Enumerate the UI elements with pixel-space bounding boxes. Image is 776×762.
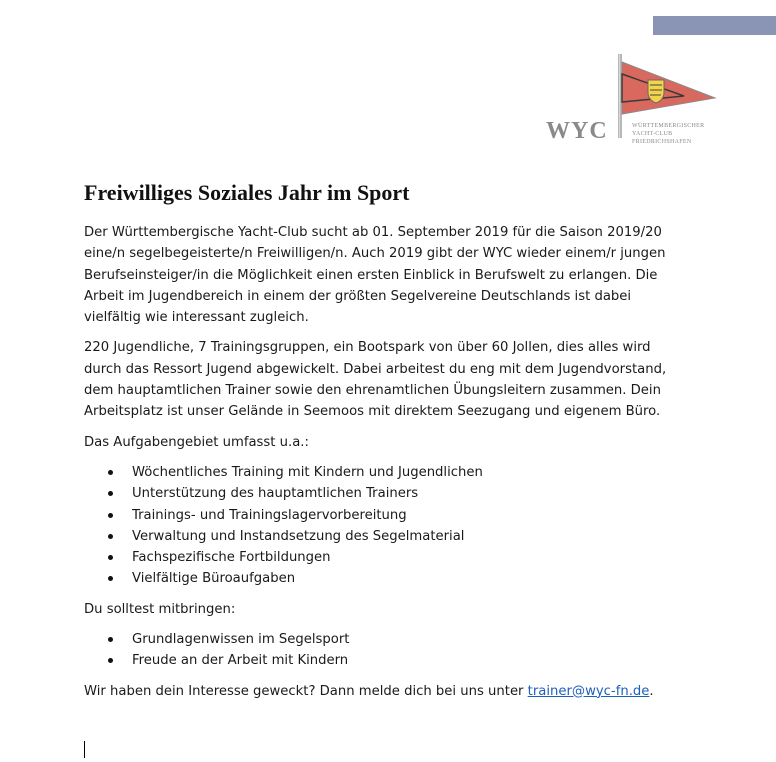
details-paragraph: 220 Jugendliche, 7 Trainingsgruppen, ein Bootspark von über 60 Jollen, dies alles wird durch das Ressort Jugend abgewickelt. Dabei arbeitest du eng mit dem Jugendvorstand, dem hauptamtlichen Trainer sowie den ehrenamtlichen Übungsleitern zusammen. Dein Arbeitsplatz ist unser Gelände in Seemoos mit direktem Seezugang und eigenem Büro.: [84, 340, 667, 420]
tasks-intro: Das Aufgabengebiet umfasst u.a.:: [84, 434, 309, 450]
document-body: [84, 222, 684, 711]
requirements-intro: Du solltest mitbringen:: [84, 601, 236, 617]
list-item: Freude an der Arbeit mit Kindern: [84, 650, 684, 671]
text-cursor: [84, 741, 85, 758]
list-item: Vielfältige Büroaufgaben: [84, 568, 684, 589]
page-title: Freiwilliges Soziales Jahr im Sport: [84, 180, 410, 205]
list-item: Fachspezifische Fortbildungen: [84, 547, 684, 568]
contact-suffix: .: [649, 683, 654, 699]
list-item: Verwaltung und Instandsetzung des Segelmaterial: [84, 526, 684, 547]
requirements-list: [84, 629, 684, 672]
logo-club-line: WÜRTTEMBERGISCHER: [632, 123, 705, 129]
contact-text: Wir haben dein Interesse geweckt? Dann melde dich bei uns unter: [84, 683, 528, 699]
list-item: Grundlagenwissen im Segelsport: [84, 629, 684, 650]
club-logo: [540, 52, 720, 152]
header-accent-bar: [653, 16, 776, 35]
logo-club-line: FRIEDRICHSHAFEN: [632, 139, 692, 145]
email-link[interactable]: trainer@wyc-fn.de: [527, 683, 650, 699]
list-item: Wöchentliches Training mit Kindern und Jugendlichen: [84, 462, 684, 483]
logo-club-name: [632, 122, 722, 146]
contact-paragraph: [84, 681, 684, 702]
logo-club-line: YACHT-CLUB: [632, 131, 673, 137]
list-item: Trainings- und Trainingslagervorbereitung: [84, 505, 684, 526]
list-item: Unterstützung des hauptamtlichen Trainers: [84, 483, 684, 504]
tasks-list: [84, 462, 684, 590]
logo-wordmark: WYC: [546, 118, 608, 144]
intro-paragraph: Der Württembergische Yacht-Club sucht ab 01. September 2019 für die Saison 2019/20 eine/n segelbegeisterte/n Freiwilligen/n. Auch 2019 gibt der WYC wieder einem/r jungen Berufseinsteiger/in die Möglichkeit einen ersten Einblick in Berufswelt zu erlangen. Die Arbeit im Jugendbereich in einem der größten Segelvereine Deutschlands ist dabei vielfältig wie interessant zugleich.: [84, 225, 666, 326]
